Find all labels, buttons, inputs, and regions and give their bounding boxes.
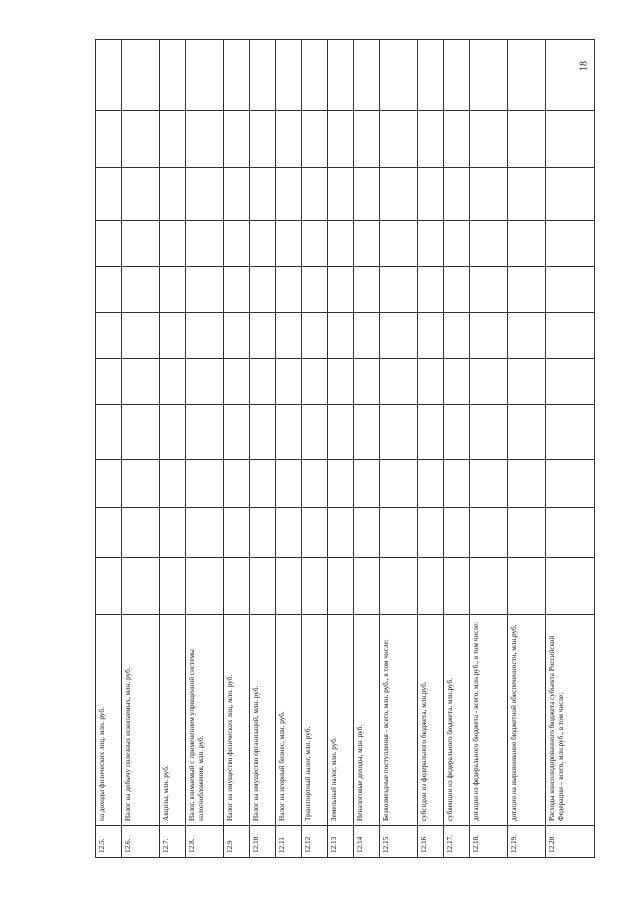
value-cell (224, 359, 250, 405)
indicator-name-cell: субвенции из федерального бюджета, млн.руб. (444, 615, 470, 826)
value-cell (508, 111, 546, 168)
value-cell (96, 508, 122, 558)
value-cell (224, 111, 250, 168)
value-cell (418, 40, 444, 111)
value-cell (160, 168, 186, 221)
value-cell (186, 168, 224, 221)
value-cell (444, 359, 470, 405)
value-cell (224, 508, 250, 558)
value-cell (328, 111, 354, 168)
value-cell (546, 111, 595, 168)
value-cell (508, 508, 546, 558)
row-number-cell: 12.11 (276, 826, 302, 858)
value-cell (444, 221, 470, 267)
value-cell (122, 460, 160, 508)
indicator-name-cell: Транспортный налог, млн. руб. (302, 615, 328, 826)
table-row (418, 40, 444, 858)
value-cell (96, 558, 122, 615)
value-cell (224, 558, 250, 615)
value-cell (328, 168, 354, 221)
value-cell (354, 558, 380, 615)
value-cell (354, 111, 380, 168)
table-row (546, 40, 595, 858)
value-cell (224, 313, 250, 359)
value-cell (546, 267, 595, 313)
value-cell (96, 460, 122, 508)
value-cell (470, 111, 508, 168)
value-cell (354, 168, 380, 221)
value-cell (250, 111, 276, 168)
indicator-name-cell: Акцизы, млн. руб. (160, 615, 186, 826)
value-cell (354, 40, 380, 111)
table-row (276, 40, 302, 858)
value-cell (224, 221, 250, 267)
value-cell (354, 460, 380, 508)
value-cell (224, 40, 250, 111)
value-cell (96, 40, 122, 111)
value-cell (276, 359, 302, 405)
value-cell (302, 221, 328, 267)
value-cell (186, 40, 224, 111)
value-cell (328, 558, 354, 615)
value-cell (302, 558, 328, 615)
table-row (354, 40, 380, 858)
value-cell (470, 168, 508, 221)
value-cell (546, 508, 595, 558)
value-cell (276, 405, 302, 460)
value-cell (354, 267, 380, 313)
value-cell (250, 460, 276, 508)
value-cell (160, 558, 186, 615)
value-cell (160, 267, 186, 313)
value-cell (224, 460, 250, 508)
value-cell (302, 111, 328, 168)
value-cell (470, 558, 508, 615)
value-cell (96, 313, 122, 359)
value-cell (160, 40, 186, 111)
value-cell (160, 359, 186, 405)
value-cell (508, 313, 546, 359)
value-cell (96, 111, 122, 168)
row-number-cell: 12.19. (508, 826, 546, 858)
value-cell (546, 313, 595, 359)
value-cell (302, 508, 328, 558)
table-row (250, 40, 276, 858)
value-cell (418, 558, 444, 615)
value-cell (186, 359, 224, 405)
value-cell (122, 558, 160, 615)
value-cell (546, 460, 595, 508)
value-cell (160, 405, 186, 460)
row-number-cell: 12.7. (160, 826, 186, 858)
value-cell (328, 508, 354, 558)
value-cell (380, 267, 418, 313)
value-cell (418, 221, 444, 267)
value-cell (508, 40, 546, 111)
value-cell (380, 359, 418, 405)
indicator-name-cell: Земельный налог, млн. руб. (328, 615, 354, 826)
value-cell (354, 405, 380, 460)
value-cell (470, 508, 508, 558)
value-cell (328, 313, 354, 359)
table-row (186, 40, 224, 858)
indicator-name-cell: дотации из федерального бюджета - всего, млн.руб., в том числе: (470, 615, 508, 826)
indicator-name-cell: Безвозмездные поступления - всего, млн. руб., в том числе: (380, 615, 418, 826)
value-cell (444, 111, 470, 168)
table-row (508, 40, 546, 858)
row-number-cell: 12.5. (96, 826, 122, 858)
value-cell (546, 405, 595, 460)
value-cell (250, 168, 276, 221)
value-cell (276, 508, 302, 558)
value-cell (328, 40, 354, 111)
indicator-name-cell: на доходы физических лиц, млн. руб. (96, 615, 122, 826)
value-cell (122, 267, 160, 313)
value-cell (380, 40, 418, 111)
value-cell (444, 405, 470, 460)
value-cell (186, 558, 224, 615)
row-number-cell: 12.15 (380, 826, 418, 858)
value-cell (508, 460, 546, 508)
table-row (96, 40, 122, 858)
indicator-name-cell: Налог на игорный бизнес, млн. руб. (276, 615, 302, 826)
value-cell (186, 267, 224, 313)
value-cell (250, 508, 276, 558)
value-cell (470, 40, 508, 111)
table-row (444, 40, 470, 858)
value-cell (186, 221, 224, 267)
value-cell (418, 359, 444, 405)
value-cell (186, 313, 224, 359)
value-cell (546, 168, 595, 221)
value-cell (276, 168, 302, 221)
indicator-name-cell: Налог на имущество организаций, млн. руб. (250, 615, 276, 826)
value-cell (508, 359, 546, 405)
value-cell (122, 313, 160, 359)
value-cell (418, 111, 444, 168)
value-cell (302, 267, 328, 313)
value-cell (186, 508, 224, 558)
value-cell (546, 221, 595, 267)
row-number-cell: 12.9 (224, 826, 250, 858)
indicator-name-cell: Расходы консолидированного бюджета субъекта Российской Федерации – всего, млн.руб., в том числе: (546, 615, 595, 826)
value-cell (354, 359, 380, 405)
value-cell (250, 221, 276, 267)
value-cell (122, 111, 160, 168)
row-number-cell: 12.16 (418, 826, 444, 858)
row-number-cell: 12.13 (328, 826, 354, 858)
value-cell (380, 111, 418, 168)
value-cell (276, 460, 302, 508)
value-cell (96, 359, 122, 405)
value-cell (302, 460, 328, 508)
value-cell (186, 460, 224, 508)
value-cell (328, 267, 354, 313)
value-cell (328, 359, 354, 405)
value-cell (96, 221, 122, 267)
table-row (224, 40, 250, 858)
value-cell (224, 168, 250, 221)
value-cell (380, 460, 418, 508)
value-cell (122, 359, 160, 405)
value-cell (122, 508, 160, 558)
value-cell (276, 558, 302, 615)
value-cell (546, 359, 595, 405)
value-cell (96, 168, 122, 221)
indicators-table (95, 39, 595, 858)
value-cell (276, 267, 302, 313)
value-cell (380, 558, 418, 615)
value-cell (122, 405, 160, 460)
value-cell (302, 313, 328, 359)
value-cell (250, 558, 276, 615)
value-cell (354, 508, 380, 558)
indicator-name-cell: дотации на выравнивание бюджетной обеспеченности, млн.руб. (508, 615, 546, 826)
value-cell (160, 460, 186, 508)
row-number-cell: 12.8. (186, 826, 224, 858)
value-cell (470, 405, 508, 460)
value-cell (328, 221, 354, 267)
table-row (302, 40, 328, 858)
value-cell (418, 168, 444, 221)
value-cell (508, 267, 546, 313)
row-number-cell: 12.12 (302, 826, 328, 858)
row-number-cell: 12.10. (250, 826, 276, 858)
value-cell (418, 267, 444, 313)
value-cell (354, 221, 380, 267)
value-cell (186, 405, 224, 460)
value-cell (122, 168, 160, 221)
row-number-cell: 12.20. (546, 826, 595, 858)
value-cell (418, 405, 444, 460)
value-cell (380, 221, 418, 267)
value-cell (444, 460, 470, 508)
value-cell (380, 168, 418, 221)
value-cell (160, 221, 186, 267)
indicator-name-cell: Налог, взимаемый с применением упрощенной системы налогообложения, млн. руб. (186, 615, 224, 826)
value-cell (302, 40, 328, 111)
value-cell (250, 359, 276, 405)
value-cell (418, 313, 444, 359)
rotated-table-container (95, 40, 565, 858)
value-cell (328, 405, 354, 460)
value-cell (276, 313, 302, 359)
value-cell (250, 40, 276, 111)
row-number-cell: 12.17. (444, 826, 470, 858)
value-cell (224, 405, 250, 460)
value-cell (470, 460, 508, 508)
value-cell (444, 313, 470, 359)
value-cell (380, 508, 418, 558)
value-cell (276, 221, 302, 267)
value-cell (470, 267, 508, 313)
value-cell (546, 40, 595, 111)
row-number-cell: 12.6. (122, 826, 160, 858)
indicator-name-cell: Налог на имущество физических лиц, млн. руб. (224, 615, 250, 826)
value-cell (508, 221, 546, 267)
value-cell (224, 267, 250, 313)
value-cell (444, 558, 470, 615)
value-cell (444, 168, 470, 221)
value-cell (122, 221, 160, 267)
value-cell (470, 313, 508, 359)
value-cell (96, 405, 122, 460)
row-number-cell: 12.18. (470, 826, 508, 858)
value-cell (508, 405, 546, 460)
value-cell (444, 40, 470, 111)
value-cell (302, 405, 328, 460)
table-row (380, 40, 418, 858)
value-cell (96, 267, 122, 313)
value-cell (470, 221, 508, 267)
value-cell (328, 460, 354, 508)
value-cell (186, 111, 224, 168)
value-cell (418, 508, 444, 558)
value-cell (160, 111, 186, 168)
value-cell (302, 359, 328, 405)
value-cell (418, 460, 444, 508)
value-cell (444, 267, 470, 313)
value-cell (354, 313, 380, 359)
value-cell (444, 508, 470, 558)
value-cell (250, 405, 276, 460)
value-cell (250, 267, 276, 313)
indicator-name-cell: субсидии из федерального бюджета, млн.руб. (418, 615, 444, 826)
indicator-name-cell: Неналоговые доходы, млн. руб. (354, 615, 380, 826)
table-row (470, 40, 508, 858)
value-cell (508, 558, 546, 615)
indicator-name-cell: Налог на добычу полезных ископаемых, млн. руб. (122, 615, 160, 826)
value-cell (380, 405, 418, 460)
table-row (160, 40, 186, 858)
value-cell (160, 508, 186, 558)
table-row (328, 40, 354, 858)
value-cell (276, 111, 302, 168)
value-cell (160, 313, 186, 359)
value-cell (302, 168, 328, 221)
value-cell (546, 558, 595, 615)
value-cell (508, 168, 546, 221)
value-cell (380, 313, 418, 359)
value-cell (122, 40, 160, 111)
row-number-cell: 12.14 (354, 826, 380, 858)
page-number: 18 (578, 61, 590, 71)
value-cell (250, 313, 276, 359)
value-cell (470, 359, 508, 405)
table-row (122, 40, 160, 858)
value-cell (276, 40, 302, 111)
